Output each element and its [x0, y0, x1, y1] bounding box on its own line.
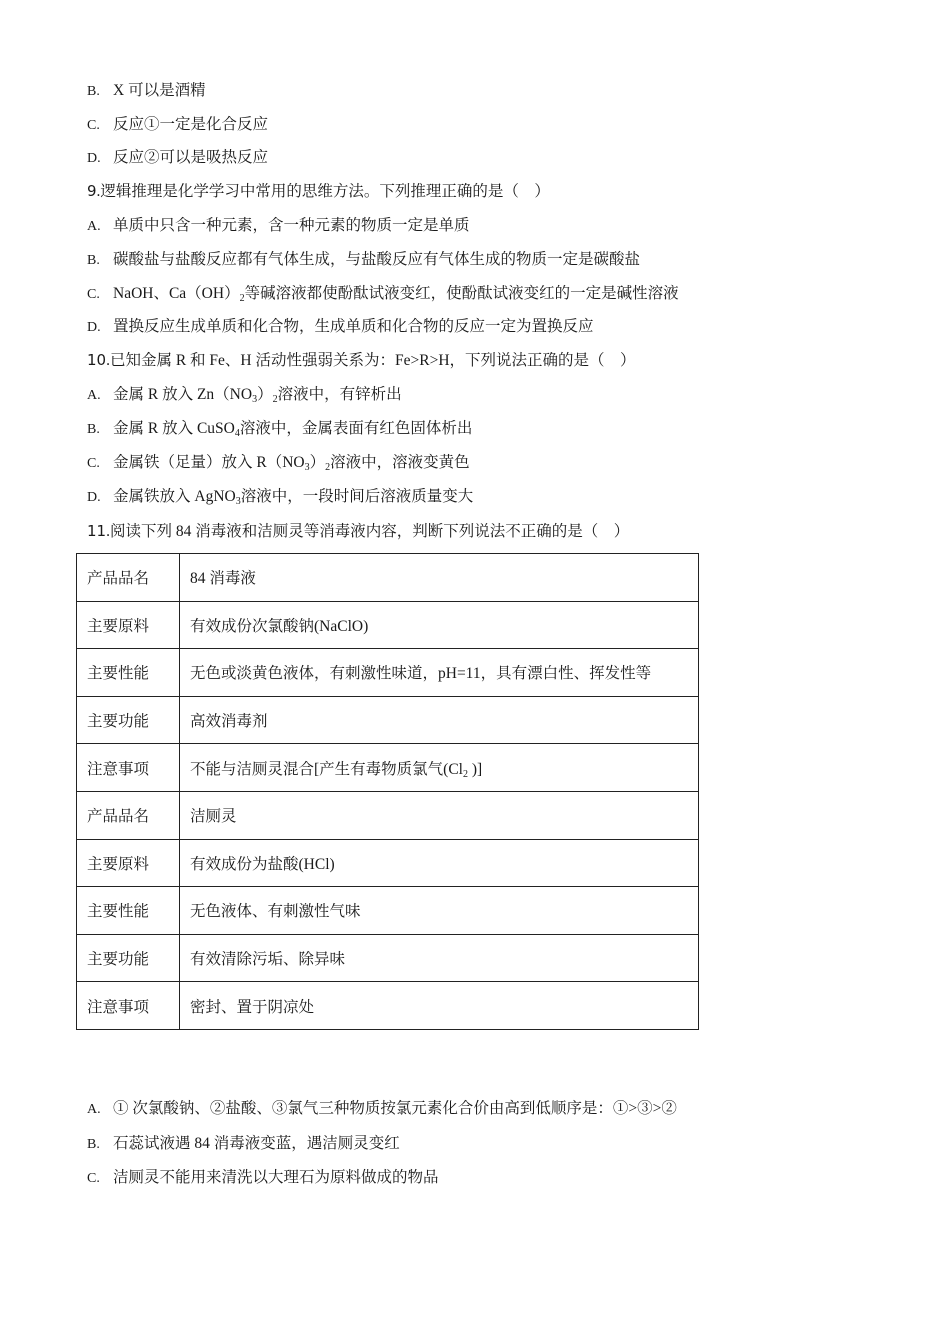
- table-value: 有效成份为盐酸(HCl): [180, 839, 699, 887]
- option-text: 溶液中，金属表面有红色固体析出: [239, 420, 473, 437]
- table-key: 主要性能: [77, 887, 180, 935]
- question-number: 9: [87, 182, 97, 200]
- option-text: ）: [309, 454, 326, 471]
- table-row: [77, 601, 699, 649]
- option-text: ① 次氯酸钠、②盐酸、③氯气三种物质按氯元素化合价由高到低顺序是：①>③>②: [113, 1100, 677, 1117]
- table-value: 有效成份次氯酸钠(NaClO): [180, 601, 699, 649]
- q11-option-a: [87, 1099, 677, 1120]
- subscript: 2: [239, 293, 245, 304]
- table-value: [180, 744, 699, 792]
- subscript: 2: [462, 768, 468, 780]
- table-key: 主要原料: [77, 601, 180, 649]
- table-row: [77, 554, 699, 602]
- q11-option-b: [87, 1134, 400, 1155]
- q8-option-d: [87, 148, 268, 169]
- q11-stem: [87, 521, 629, 542]
- option-label: D.: [87, 320, 101, 335]
- option-text: 金属 R 放入 Zn（NO: [113, 386, 253, 403]
- option-text: 等碱溶液都使酚酞试液变红，使酚酞试液变红的一定是碱性溶液: [244, 285, 679, 302]
- table-key: 主要功能: [77, 934, 180, 982]
- option-text: 反应②可以是吸热反应: [113, 149, 269, 166]
- table-value: 84 消毒液: [180, 554, 699, 602]
- question-text: .逻辑推理是化学学习中常用的思维方法。下列推理正确的是（ ）: [96, 183, 550, 200]
- q8-option-c: [87, 115, 268, 136]
- q10-option-c: [87, 453, 470, 474]
- q9-option-c: [87, 284, 679, 305]
- option-text: NaOH、Ca（OH）: [113, 285, 240, 302]
- option-label: B.: [87, 84, 100, 99]
- option-text: 金属铁（足量）放入 R（NO: [113, 454, 305, 471]
- option-text: 溶液中，溶液变黄色: [330, 454, 470, 471]
- question-text: .已知金属 R 和 Fe、H 活动性强弱关系为：Fe>R>H，下列说法正确的是（ ）: [106, 352, 636, 369]
- q9-option-d: [87, 317, 594, 338]
- question-number: 11: [87, 522, 107, 540]
- table-value: 洁厕灵: [180, 791, 699, 839]
- option-label: A.: [87, 219, 101, 234]
- table-key: 主要性能: [77, 649, 180, 697]
- subscript: 2: [272, 394, 278, 405]
- option-text: 单质中只含一种元素，含一种元素的物质一定是单质: [113, 217, 470, 234]
- q9-stem: [87, 181, 550, 202]
- option-label: D.: [87, 490, 101, 505]
- q10-option-b: [87, 419, 472, 440]
- option-text: 溶液中，有锌析出: [277, 386, 402, 403]
- option-text: 溶液中，一段时间后溶液质量变大: [240, 488, 474, 505]
- q10-option-a: [87, 385, 402, 406]
- question-text: .阅读下列 84 消毒液和洁厕灵等消毒液内容，判断下列说法不正确的是（ ）: [106, 523, 630, 540]
- option-text: 反应①一定是化合反应: [113, 116, 269, 133]
- option-text: 洁厕灵不能用来清洗以大理石为原料做成的物品: [113, 1169, 439, 1186]
- q9-option-a: [87, 216, 470, 237]
- table-key: 产品品名: [77, 791, 180, 839]
- subscript: 3: [235, 496, 241, 507]
- subscript: 4: [234, 428, 240, 439]
- option-text: ）: [257, 386, 273, 403]
- option-text: 金属铁放入 AgNO: [113, 488, 236, 505]
- q11-option-c: [87, 1168, 439, 1189]
- q10-option-d: [87, 487, 473, 508]
- table-key: 注意事项: [77, 744, 180, 792]
- option-label: C.: [87, 287, 100, 302]
- table-row: [77, 649, 699, 697]
- table-row: [77, 887, 699, 935]
- table-row: [77, 696, 699, 744]
- option-text: X 可以是酒精: [113, 82, 206, 99]
- q10-stem: [87, 350, 636, 371]
- table-row: [77, 982, 699, 1030]
- value-text: 不能与洁厕灵混合[产生有毒物质氯气(Cl: [190, 760, 463, 778]
- table-row: [77, 839, 699, 887]
- table-key: 产品品名: [77, 554, 180, 602]
- option-label: A.: [87, 388, 101, 403]
- table-value: 有效清除污垢、除异味: [180, 934, 699, 982]
- q9-option-b: [87, 250, 640, 271]
- option-text: 金属 R 放入 CuSO: [113, 420, 235, 437]
- option-label: C.: [87, 1171, 100, 1186]
- table-value: 高效消毒剂: [180, 696, 699, 744]
- subscript: 2: [325, 462, 331, 473]
- question-number: 10: [87, 351, 107, 369]
- option-label: C.: [87, 118, 100, 133]
- product-info-table: [76, 553, 699, 1030]
- table-value: 无色液体、有刺激性气味: [180, 887, 699, 935]
- table-key: 主要原料: [77, 839, 180, 887]
- option-text: 置换反应生成单质和化合物，生成单质和化合物的反应一定为置换反应: [113, 318, 594, 335]
- subscript: 3: [252, 394, 258, 405]
- option-text: 石蕊试液遇 84 消毒液变蓝，遇洁厕灵变红: [113, 1135, 400, 1152]
- subscript: 3: [304, 462, 310, 473]
- option-label: D.: [87, 151, 101, 166]
- option-label: C.: [87, 456, 100, 471]
- table-row: [77, 791, 699, 839]
- value-text: )]: [467, 760, 483, 778]
- table-value: 无色或淡黄色液体，有刺激性味道，pH=11，具有漂白性、挥发性等: [180, 649, 699, 697]
- table-key: 主要功能: [77, 696, 180, 744]
- option-label: B.: [87, 422, 100, 437]
- option-label: B.: [87, 253, 100, 268]
- option-label: B.: [87, 1137, 100, 1152]
- option-text: 碳酸盐与盐酸反应都有气体生成，与盐酸反应有气体生成的物质一定是碳酸盐: [113, 251, 641, 268]
- option-label: A.: [87, 1102, 101, 1117]
- q8-option-b: [87, 81, 206, 102]
- table-key: 注意事项: [77, 982, 180, 1030]
- table-value: 密封、置于阴凉处: [180, 982, 699, 1030]
- table-row: [77, 934, 699, 982]
- table-row: [77, 744, 699, 792]
